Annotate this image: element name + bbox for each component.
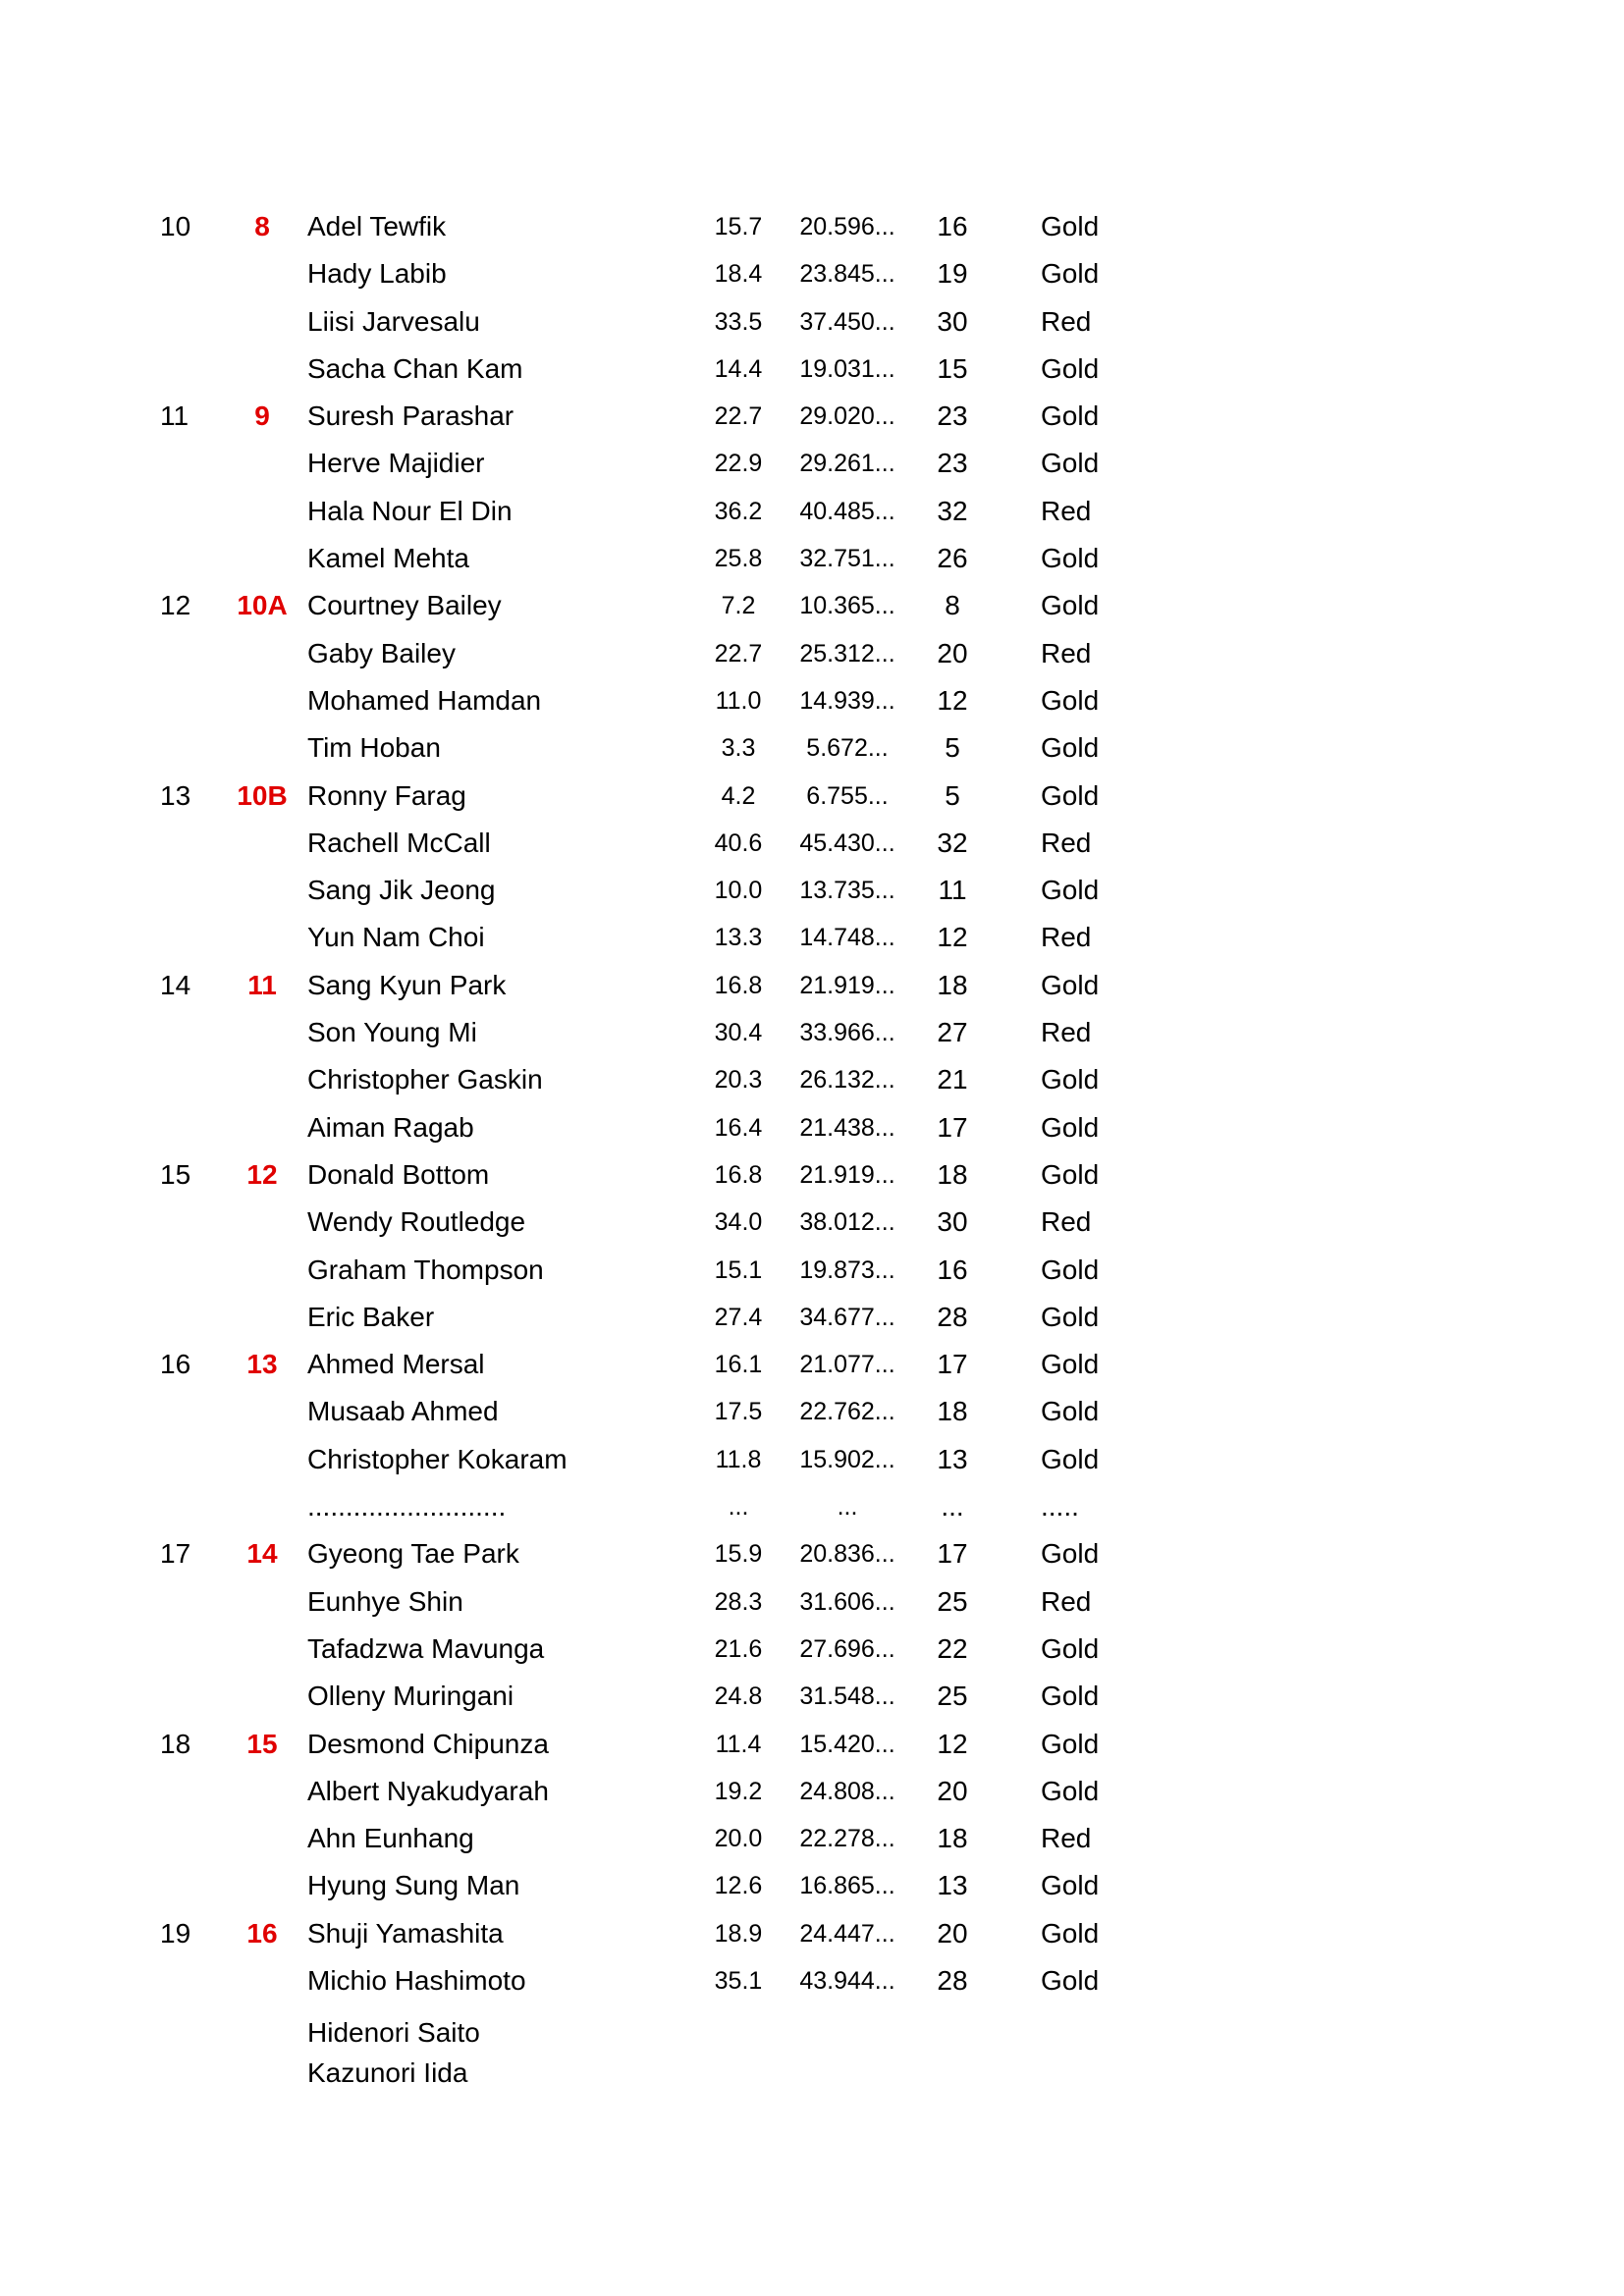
playing-handicap: 12 xyxy=(937,922,968,953)
handicap-index: 16.8 xyxy=(714,1160,763,1189)
player-name: Christopher Kokaram xyxy=(307,1443,568,1474)
group-number: 16 xyxy=(160,1349,191,1380)
tee-colour: Gold xyxy=(1041,352,1100,384)
player-name: Tim Hoban xyxy=(307,732,441,764)
playing-handicap: 32 xyxy=(937,827,968,858)
group-number: 19 xyxy=(160,1917,191,1949)
calculated-value: 15.902... xyxy=(799,1445,895,1473)
player-name: Shuji Yamashita xyxy=(307,1917,504,1949)
playing-handicap: 12 xyxy=(937,1728,968,1759)
table-row xyxy=(0,351,1624,399)
handicap-index: 33.5 xyxy=(714,307,763,336)
playing-handicap: 12 xyxy=(937,684,968,716)
calculated-value: 31.548... xyxy=(799,1682,895,1711)
player-name: .......................... xyxy=(307,1491,507,1522)
player-name: Olleny Muringani xyxy=(307,1681,514,1712)
calculated-value: 45.430... xyxy=(799,828,895,857)
calculated-value: 29.261... xyxy=(799,450,895,478)
table-row xyxy=(0,1821,1624,1868)
playing-handicap: 28 xyxy=(937,1964,968,1996)
playing-handicap: ... xyxy=(941,1491,964,1522)
tee-colour: Gold xyxy=(1041,400,1100,432)
handicap-index: 4.2 xyxy=(721,781,756,810)
table-row xyxy=(0,873,1624,920)
handicap-index: 10.0 xyxy=(714,877,763,905)
table-row xyxy=(0,1347,1624,1394)
tee-colour: Gold xyxy=(1041,258,1100,290)
player-name: Kamel Mehta xyxy=(307,543,469,574)
team-number: 15 xyxy=(246,1728,278,1759)
player-name: Christopher Gaskin xyxy=(307,1064,543,1095)
table-row xyxy=(0,1727,1624,1774)
playing-handicap: 16 xyxy=(937,1254,968,1285)
tee-colour: Gold xyxy=(1041,875,1100,906)
playing-handicap: 18 xyxy=(937,1396,968,1427)
group-number: 11 xyxy=(160,400,189,432)
tee-colour: Gold xyxy=(1041,1158,1100,1190)
handicap-index: 3.3 xyxy=(721,734,756,763)
handicap-index: 34.0 xyxy=(714,1208,763,1237)
calculated-value: 20.596... xyxy=(799,213,895,240)
calculated-value: 43.944... xyxy=(799,1966,895,1995)
playing-handicap: 20 xyxy=(937,637,968,668)
table-row xyxy=(0,1062,1624,1109)
player-name: Sang Jik Jeong xyxy=(307,875,496,906)
team-number: 10B xyxy=(237,779,288,811)
table-row xyxy=(0,209,1624,256)
team-number: 14 xyxy=(246,1538,278,1570)
playing-handicap: 22 xyxy=(937,1632,968,1664)
playing-handicap: 5 xyxy=(945,732,960,764)
handicap-index: 16.1 xyxy=(714,1351,763,1379)
tee-colour: Red xyxy=(1041,305,1092,337)
tee-colour: Red xyxy=(1041,1585,1092,1617)
table-row xyxy=(0,1300,1624,1347)
table-row xyxy=(0,256,1624,303)
calculated-value: 26.132... xyxy=(799,1066,895,1095)
calculated-value: 40.485... xyxy=(799,497,895,525)
tee-colour: Red xyxy=(1041,922,1092,953)
calculated-value: 22.762... xyxy=(799,1398,895,1426)
playing-handicap: 25 xyxy=(937,1681,968,1712)
handicap-index: 13.3 xyxy=(714,924,763,952)
tee-colour: Gold xyxy=(1041,1775,1100,1806)
playing-handicap: 23 xyxy=(937,448,968,479)
table-row xyxy=(0,920,1624,967)
calculated-value: 15.420... xyxy=(799,1730,895,1758)
table-row xyxy=(0,1157,1624,1204)
handicap-index: 24.8 xyxy=(714,1682,763,1711)
playing-handicap: 19 xyxy=(937,258,968,290)
handicap-index: 12.6 xyxy=(714,1872,763,1900)
player-name: Aiman Ragab xyxy=(307,1111,474,1143)
calculated-value: 19.873... xyxy=(799,1255,895,1284)
calculated-value: 21.919... xyxy=(799,971,895,999)
calculated-value: 33.966... xyxy=(799,1019,895,1047)
player-name: Eric Baker xyxy=(307,1301,435,1332)
table-row xyxy=(0,304,1624,351)
calculated-value: 14.748... xyxy=(799,924,895,952)
team-number: 16 xyxy=(246,1917,278,1949)
playing-handicap: 25 xyxy=(937,1585,968,1617)
table-row xyxy=(0,1442,1624,1489)
tee-colour: Gold xyxy=(1041,1964,1100,1996)
tee-colour: Gold xyxy=(1041,211,1100,241)
handicap-index: 30.4 xyxy=(714,1019,763,1047)
table-row xyxy=(0,1110,1624,1157)
tee-colour: Gold xyxy=(1041,1064,1100,1095)
player-name: Hady Labib xyxy=(307,258,447,290)
playing-handicap: 8 xyxy=(945,590,960,621)
tee-colour: ..... xyxy=(1041,1491,1079,1522)
playing-handicap: 16 xyxy=(937,211,968,241)
player-name: Eunhye Shin xyxy=(307,1585,463,1617)
calculated-value: 32.751... xyxy=(799,545,895,573)
table-row xyxy=(0,1394,1624,1441)
tee-colour: Gold xyxy=(1041,1301,1100,1332)
handicap-index: 28.3 xyxy=(714,1587,763,1616)
tee-colour: Red xyxy=(1041,1823,1092,1854)
table-row xyxy=(0,1536,1624,1583)
calculated-value: 24.808... xyxy=(799,1777,895,1805)
table-row xyxy=(0,730,1624,777)
handicap-index: 36.2 xyxy=(714,497,763,525)
tee-colour: Gold xyxy=(1041,543,1100,574)
handicap-index: 15.9 xyxy=(714,1540,763,1569)
handicap-index: 40.6 xyxy=(714,828,763,857)
handicap-index: 16.8 xyxy=(714,971,763,999)
player-name: Suresh Parashar xyxy=(307,400,514,432)
handicap-index: 35.1 xyxy=(714,1966,763,1995)
handicap-index: 16.4 xyxy=(714,1113,763,1142)
playing-handicap: 27 xyxy=(937,1017,968,1048)
table-row xyxy=(0,446,1624,493)
tee-colour: Gold xyxy=(1041,732,1100,764)
tee-colour: Gold xyxy=(1041,1632,1100,1664)
handicap-index: 20.3 xyxy=(714,1066,763,1095)
tee-colour: Red xyxy=(1041,827,1092,858)
handicap-index: 25.8 xyxy=(714,545,763,573)
calculated-value: 14.939... xyxy=(799,686,895,715)
tee-colour: Gold xyxy=(1041,1396,1100,1427)
playing-handicap: 26 xyxy=(937,543,968,574)
player-name: Michio Hashimoto xyxy=(307,1964,526,1996)
calculated-value: ... xyxy=(837,1493,858,1522)
handicap-index: 20.0 xyxy=(714,1825,763,1853)
playing-handicap: 13 xyxy=(937,1443,968,1474)
tee-colour: Red xyxy=(1041,1206,1092,1238)
handicap-index: 18.9 xyxy=(714,1919,763,1948)
team-number: 11 xyxy=(247,969,277,1000)
table-row xyxy=(0,1015,1624,1062)
handicap-index: 19.2 xyxy=(714,1777,763,1805)
group-number: 18 xyxy=(160,1728,191,1759)
calculated-value: 19.031... xyxy=(799,354,895,383)
playing-handicap: 13 xyxy=(937,1870,968,1901)
calculated-value: 31.606... xyxy=(799,1587,895,1616)
table-row xyxy=(0,399,1624,446)
player-name: Sacha Chan Kam xyxy=(307,352,523,384)
team-number: 10A xyxy=(237,590,288,621)
tee-colour: Gold xyxy=(1041,1349,1100,1380)
playing-handicap: 32 xyxy=(937,495,968,526)
playing-handicap: 30 xyxy=(937,305,968,337)
handicap-index: 11.0 xyxy=(715,686,762,715)
player-name: Rachell McCall xyxy=(307,827,491,858)
handicap-index: 15.1 xyxy=(714,1255,763,1284)
table-row xyxy=(0,683,1624,730)
calculated-value: 21.919... xyxy=(799,1160,895,1189)
player-name: Sang Kyun Park xyxy=(307,969,507,1000)
player-name: Yun Nam Choi xyxy=(307,922,485,953)
calculated-value: 13.735... xyxy=(799,877,895,905)
playing-handicap: 17 xyxy=(937,1111,968,1143)
group-number: 14 xyxy=(160,969,191,1000)
group-number: 17 xyxy=(160,1538,191,1570)
handicap-index: 11.4 xyxy=(715,1730,762,1758)
player-name: Ahn Eunhang xyxy=(307,1823,474,1854)
player-name: Mohamed Hamdan xyxy=(307,684,542,716)
tee-colour: Red xyxy=(1041,1017,1092,1048)
playing-handicap: 18 xyxy=(937,1823,968,1854)
handicap-index: 21.6 xyxy=(714,1634,763,1663)
handicap-index: ... xyxy=(728,1493,749,1522)
tee-colour: Red xyxy=(1041,637,1092,668)
table-row xyxy=(0,778,1624,826)
playing-handicap: 30 xyxy=(937,1206,968,1238)
playing-handicap: 23 xyxy=(937,400,968,432)
table-row xyxy=(0,1204,1624,1252)
tee-colour: Gold xyxy=(1041,1728,1100,1759)
tee-colour: Gold xyxy=(1041,969,1100,1000)
playing-handicap: 28 xyxy=(937,1301,968,1332)
playing-handicap: 20 xyxy=(937,1917,968,1949)
calculated-value: 29.020... xyxy=(799,402,895,431)
player-name: Wendy Routledge xyxy=(307,1206,526,1238)
group-number: 10 xyxy=(160,211,191,241)
table-row xyxy=(0,1253,1624,1300)
table-row xyxy=(0,636,1624,683)
calculated-value: 38.012... xyxy=(799,1208,895,1237)
tee-colour: Gold xyxy=(1041,448,1100,479)
group-number: 15 xyxy=(160,1158,191,1190)
group-number: 12 xyxy=(160,590,191,621)
calculated-value: 23.845... xyxy=(799,260,895,289)
player-name: Graham Thompson xyxy=(307,1254,544,1285)
table-row xyxy=(0,541,1624,588)
playing-handicap: 17 xyxy=(937,1349,968,1380)
table-row xyxy=(0,1584,1624,1631)
player-name: Courtney Bailey xyxy=(307,590,502,621)
handicap-index: 22.7 xyxy=(714,639,763,667)
handicap-index: 22.7 xyxy=(714,402,763,431)
player-name: Albert Nyakudyarah xyxy=(307,1775,549,1806)
calculated-value: 6.755... xyxy=(806,781,889,810)
extra-name: Hidenori Saito xyxy=(307,2017,480,2048)
player-name: Ronny Farag xyxy=(307,779,466,811)
player-name: Son Young Mi xyxy=(307,1017,477,1048)
calculated-value: 10.365... xyxy=(799,592,895,620)
table-row xyxy=(0,494,1624,541)
tee-colour: Gold xyxy=(1041,590,1100,621)
player-name: Liisi Jarvesalu xyxy=(307,305,480,337)
tee-colour: Gold xyxy=(1041,1443,1100,1474)
calculated-value: 25.312... xyxy=(799,639,895,667)
calculated-value: 21.438... xyxy=(799,1113,895,1142)
player-name: Desmond Chipunza xyxy=(307,1728,549,1759)
handicap-index: 7.2 xyxy=(721,592,756,620)
handicap-index: 22.9 xyxy=(714,450,763,478)
table-row xyxy=(0,1631,1624,1679)
tee-colour: Gold xyxy=(1041,1111,1100,1143)
calculated-value: 24.447... xyxy=(799,1919,895,1948)
player-name: Gyeong Tae Park xyxy=(307,1538,519,1570)
handicap-index: 15.7 xyxy=(714,213,763,240)
playing-handicap: 15 xyxy=(937,352,968,384)
table-row xyxy=(0,1489,1624,1536)
calculated-value: 20.836... xyxy=(799,1540,895,1569)
tee-colour: Gold xyxy=(1041,684,1100,716)
table-row xyxy=(0,826,1624,873)
tee-colour: Gold xyxy=(1041,1870,1100,1901)
table-row xyxy=(0,1868,1624,1915)
player-name: Adel Tewfik xyxy=(307,211,447,241)
calculated-value: 37.450... xyxy=(799,307,895,336)
handicap-index: 18.4 xyxy=(714,260,763,289)
tee-colour: Red xyxy=(1041,495,1092,526)
team-number: 12 xyxy=(246,1158,278,1190)
tee-colour: Gold xyxy=(1041,1681,1100,1712)
playing-handicap: 11 xyxy=(938,875,967,906)
player-name: Donald Bottom xyxy=(307,1158,490,1190)
player-name: Hala Nour El Din xyxy=(307,495,513,526)
handicap-index: 17.5 xyxy=(714,1398,763,1426)
playing-handicap: 21 xyxy=(937,1064,968,1095)
playing-handicap: 17 xyxy=(937,1538,968,1570)
handicap-index: 14.4 xyxy=(714,354,763,383)
team-number: 9 xyxy=(254,400,270,432)
player-name: Musaab Ahmed xyxy=(307,1396,499,1427)
calculated-value: 16.865... xyxy=(799,1872,895,1900)
calculated-value: 34.677... xyxy=(799,1303,895,1331)
handicap-index: 27.4 xyxy=(714,1303,763,1331)
playing-handicap: 5 xyxy=(945,779,960,811)
tee-colour: Gold xyxy=(1041,779,1100,811)
table-row xyxy=(0,968,1624,1015)
table-row xyxy=(0,588,1624,635)
handicap-index: 11.8 xyxy=(715,1445,762,1473)
calculated-value: 27.696... xyxy=(799,1634,895,1663)
table-row xyxy=(0,1679,1624,1726)
table-row xyxy=(0,1916,1624,1963)
player-table xyxy=(0,209,1624,2010)
tee-colour: Gold xyxy=(1041,1254,1100,1285)
calculated-value: 5.672... xyxy=(806,734,889,763)
extra-name: Kazunori Iida xyxy=(307,2057,468,2088)
player-name: Gaby Bailey xyxy=(307,637,456,668)
calculated-value: 22.278... xyxy=(799,1825,895,1853)
calculated-value: 21.077... xyxy=(799,1351,895,1379)
tee-colour: Gold xyxy=(1041,1538,1100,1570)
table-row xyxy=(0,1774,1624,1821)
playing-handicap: 18 xyxy=(937,1158,968,1190)
group-number: 13 xyxy=(160,779,191,811)
player-name: Hyung Sung Man xyxy=(307,1870,520,1901)
player-name: Tafadzwa Mavunga xyxy=(307,1632,545,1664)
team-number: 8 xyxy=(254,211,270,241)
tee-colour: Gold xyxy=(1041,1917,1100,1949)
table-row xyxy=(0,1963,1624,2010)
player-name: Herve Majidier xyxy=(307,448,485,479)
playing-handicap: 18 xyxy=(937,969,968,1000)
player-name: Ahmed Mersal xyxy=(307,1349,485,1380)
playing-handicap: 20 xyxy=(937,1775,968,1806)
team-number: 13 xyxy=(246,1349,278,1380)
